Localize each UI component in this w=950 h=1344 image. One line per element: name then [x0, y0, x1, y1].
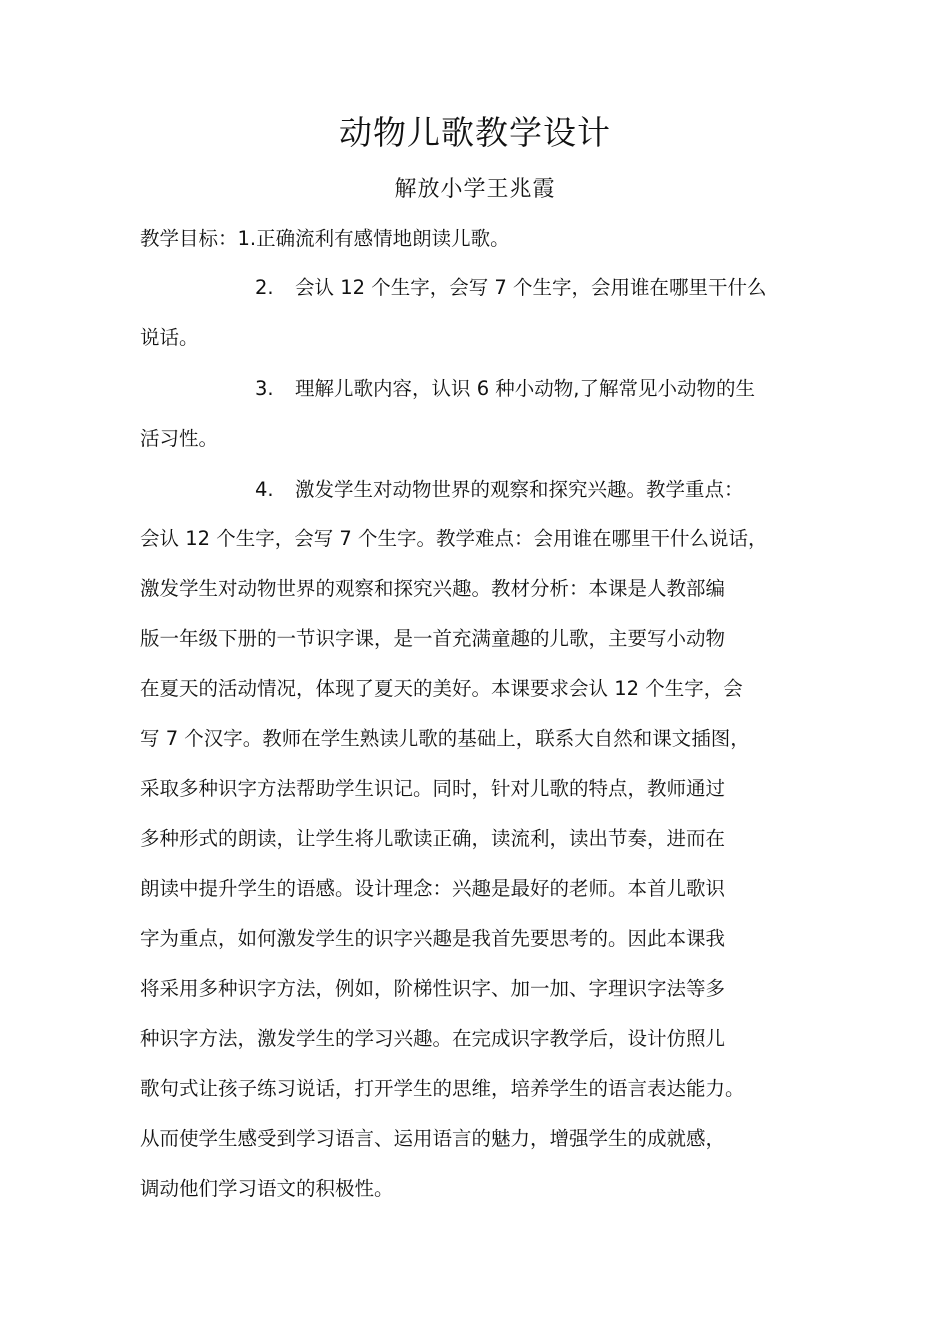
goal-item-text: 激发学生对动物世界的观察和探究兴趣。教学重点： [295, 478, 744, 501]
paragraph-line: 多种形式的朗读，让学生将儿歌读正确，读流利，读出节奏，进而在 [140, 827, 726, 850]
paragraph-line: 激发学生对动物世界的观察和探究兴趣。教材分析：本课是人教部编 [140, 577, 726, 600]
goal-item-text: 理解儿歌内容，认识 6 种小动物,了解常见小动物的生 [295, 377, 756, 400]
paragraph-line: 写 7 个汉字。教师在学生熟读儿歌的基础上，联系大自然和课文插图， [140, 727, 750, 750]
paragraph-line: 说话。 [140, 326, 199, 349]
goal-item-number: 3. [255, 377, 274, 400]
paragraph-line: 会认 12 个生字，会写 7 个生字。教学难点：会用谁在哪里干什么说话， [140, 527, 768, 550]
goal-item-3 [255, 374, 755, 404]
paragraph-line: 从而使学生感受到学习语言、运用语言的魅力，增强学生的成就感， [140, 1127, 726, 1150]
paragraph-line: 调动他们学习语文的积极性。 [140, 1177, 394, 1200]
paragraph-line: 歌句式让孩子练习说话，打开学生的思维，培养学生的语言表达能力。 [140, 1077, 745, 1100]
goal-item-number: 4. [255, 478, 274, 501]
document-author: 解放小学王兆霞 [394, 177, 556, 202]
goal-item-number: 2. [255, 276, 274, 299]
paragraph-line: 朗读中提升学生的语感。设计理念：兴趣是最好的老师。本首儿歌识 [140, 877, 726, 900]
document-title: 动物儿歌教学设计 [339, 113, 611, 152]
goal-item-text: 会认 12 个生字，会写 7 个生字，会用谁在哪里干什么 [295, 276, 767, 299]
paragraph-line: 将采用多种识字方法，例如，阶梯性识字、加一加、字理识字法等多 [140, 977, 726, 1000]
paragraph-line: 采取多种识字方法帮助学生识记。同时，针对儿歌的特点，教师通过 [140, 777, 726, 800]
paragraph-line: 字为重点，如何激发学生的识字兴趣是我首先要思考的。因此本课我 [140, 927, 726, 950]
goal-item-2 [255, 273, 767, 303]
paragraph-line: 种识字方法，激发学生的学习兴趣。在完成识字教学后，设计仿照儿 [140, 1027, 726, 1050]
paragraph-line: 教学目标：1.正确流利有感情地朗读儿歌。 [140, 227, 510, 250]
paragraph-line: 版一年级下册的一节识字课，是一首充满童趣的儿歌，主要写小动物 [140, 627, 726, 650]
paragraph-line: 在夏天的活动情况，体现了夏天的美好。本课要求会认 12 个生字，会 [140, 677, 743, 700]
goal-item-4 [255, 475, 744, 505]
paragraph-line: 活习性。 [140, 427, 219, 450]
